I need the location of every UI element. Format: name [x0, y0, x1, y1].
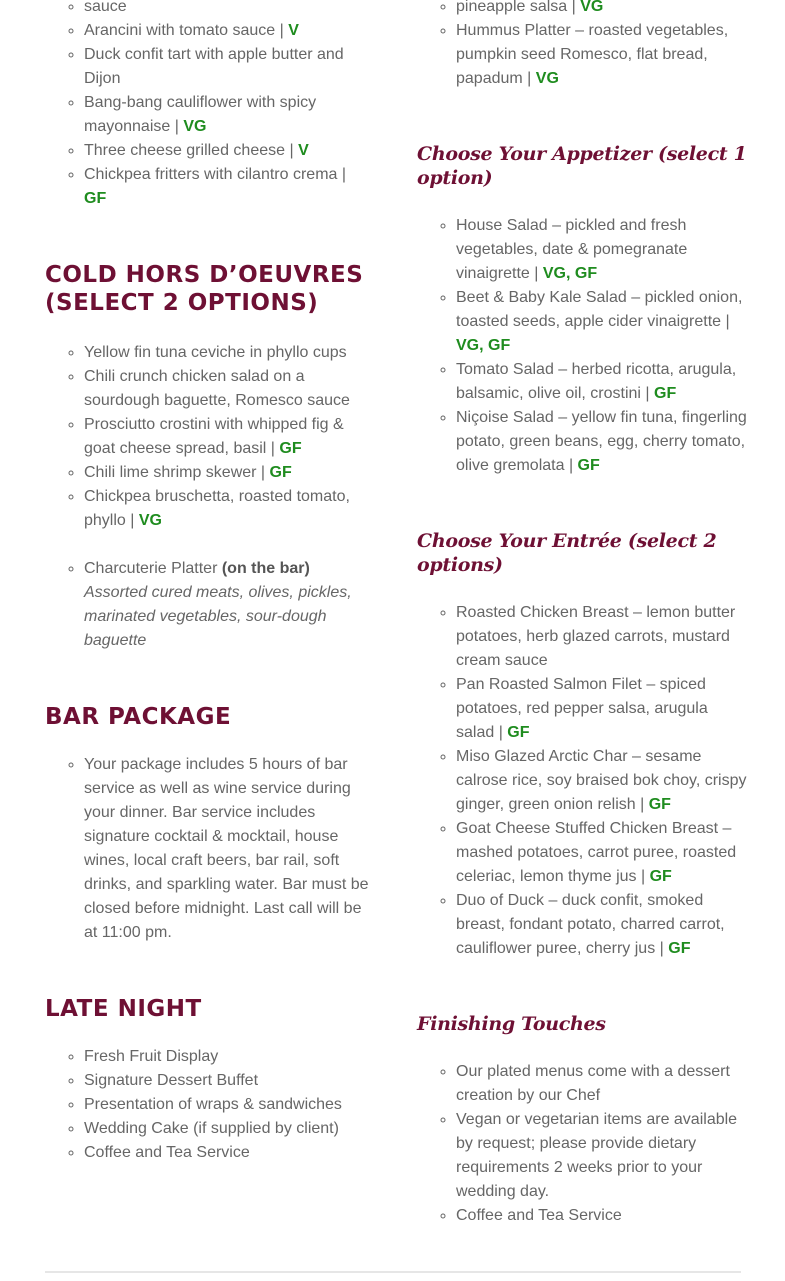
charcuterie-note: (on the bar)	[221, 560, 310, 577]
list-item: ◦ Our plated menus come with a dessert creation by our Chef	[456, 1060, 747, 1108]
cold-hors-doeuvres-heading: COLD HORS D’OEUVRES (SELECT 2 OPTIONS)	[45, 262, 364, 316]
cold-hors-doeuvres-list	[45, 341, 370, 653]
list-item: ◦ Bang-bang cauliflower with spicy mayonnaise | VG	[84, 91, 370, 139]
list-item: ◦ House Salad – pickled and fresh vegetables, date & pomegranate vinaigrette | VG, GF	[456, 214, 747, 286]
dietary-tag: VG, GF	[542, 265, 598, 282]
list-item: ◦ Coffee and Tea Service	[456, 1204, 747, 1228]
list-item: ◦ Duo of Duck – duck confit, smoked breast, fondant potato, charred carrot, cauliflower puree, cherry jus | GF	[456, 889, 747, 961]
list-item: ◦ Chickpea fritters with cilantro crema | GF	[84, 163, 370, 211]
list-item: ◦ Duck confit tart with apple butter and Dijon	[84, 43, 370, 91]
list-item: ◦ Signature Dessert Buffet	[84, 1069, 370, 1093]
entree-list	[417, 601, 747, 961]
list-item: ◦ Presentation of wraps & sandwiches	[84, 1093, 370, 1117]
list-item: ◦ Goat Cheese Stuffed Chicken Breast – mashed potatoes, carrot puree, roasted celeriac, lemon thyme jus | GF	[456, 817, 747, 889]
list-item: ◦ Yellow fin tuna ceviche in phyllo cups	[84, 341, 370, 365]
list-item: ◦ Wedding Cake (if supplied by client)	[84, 1117, 370, 1141]
right-column	[417, 0, 747, 1228]
list-item: ◦ Arancini with tomato sauce | V	[84, 19, 370, 43]
dietary-tag: GF	[279, 440, 302, 457]
entree-heading: Choose Your Entrée (select 2 options)	[417, 530, 717, 576]
list-item: ◦ Fresh Fruit Display	[84, 1045, 370, 1069]
dietary-tag: GF	[269, 464, 292, 481]
footer-divider	[45, 1271, 741, 1273]
list-item: ◦ Chili crunch chicken salad on a sourdough baguette, Romesco sauce	[84, 365, 370, 413]
late-night-list	[45, 1045, 370, 1165]
list-item: ◦ Pan Roasted Salmon Filet – spiced potatoes, red pepper salsa, arugula salad | GF	[456, 673, 747, 745]
left-column	[45, 0, 370, 1165]
list-item: ◦ Hummus Platter – roasted vegetables, pumpkin seed Romesco, flat bread, papadum | VG	[456, 19, 747, 91]
bar-package-list	[45, 753, 370, 945]
spacer	[84, 533, 370, 557]
list-item: ◦ Chickpea bruschetta, roasted tomato, phyllo | VG	[84, 485, 370, 557]
dietary-tag: VG, GF	[456, 337, 511, 354]
appetizer-heading: Choose Your Appetizer (select 1 option)	[417, 143, 747, 189]
dietary-tag: VG	[183, 118, 207, 135]
list-item: ◦ Chili lime shrimp skewer | GF	[84, 461, 370, 485]
charcuterie-description: Assorted cured meats, olives, pickles, marinated vegetables, sour-dough baguette	[84, 584, 352, 649]
list-item: ◦ Niçoise Salad – yellow fin tuna, fingerling potato, green beans, egg, cherry tomato, olive gremolata | GF	[456, 406, 747, 478]
appetizer-list	[417, 214, 747, 478]
list-item: ◦ Three cheese grilled cheese | V	[84, 139, 370, 163]
dietary-tag: VG	[580, 0, 604, 15]
dietary-tag: GF	[84, 190, 107, 207]
dietary-tag: GF	[668, 940, 691, 957]
dietary-tag: VG	[138, 512, 162, 529]
bar-package-heading: BAR PACKAGE	[45, 704, 232, 730]
list-item: ◦ Beet & Baby Kale Salad – pickled onion, toasted seeds, apple cider vinaigrette | VG, GF	[456, 286, 747, 358]
late-night-heading: LATE NIGHT	[45, 996, 202, 1022]
dietary-tag: GF	[654, 385, 677, 402]
list-item-charcuterie: ◦ Charcuterie Platter (on the bar) Assorted cured meats, olives, pickles, marinated vegetables, sour-dough baguette	[84, 557, 370, 653]
list-item: ◦ Roasted Chicken Breast – lemon butter potatoes, herb glazed carrots, mustard cream sauce	[456, 601, 747, 673]
list-item: ◦ Your package includes 5 hours of bar service as well as wine service during your dinner. Bar service includes signature cocktail & mocktail, house wines, local craft beers, bar rail, soft drinks, and sparkling water. Bar must be closed before midnight. Last call will be at 11:00 pm.	[84, 753, 370, 945]
list-item: ◦ Miso Glazed Arctic Char – sesame calrose rice, soy braised bok choy, crispy ginger, green onion relish | GF	[456, 745, 747, 817]
list-item: ◦ sauce	[84, 0, 370, 19]
dietary-tag: V	[298, 142, 309, 159]
dietary-tag: GF	[577, 457, 600, 474]
finishing-touches-list	[417, 1060, 747, 1228]
dietary-tag: GF	[649, 868, 672, 885]
dietary-tag: VG	[535, 70, 559, 87]
list-item: ◦ Tomato Salad – herbed ricotta, arugula, balsamic, olive oil, crostini | GF	[456, 358, 747, 406]
canapes-list	[45, 0, 370, 211]
dietary-tag: GF	[648, 796, 671, 813]
list-item: ◦ Coffee and Tea Service	[84, 1141, 370, 1165]
list-item: ◦ Vegan or vegetarian items are available by request; please provide dietary requirements 2 weeks prior to your wedding day.	[456, 1108, 747, 1204]
list-item: ◦ pineapple salsa | VG	[456, 0, 747, 19]
canapes-list-continued	[417, 0, 747, 91]
finishing-touches-heading: Finishing Touches	[417, 1013, 606, 1035]
dietary-tag: GF	[507, 724, 530, 741]
dietary-tag: V	[288, 22, 299, 39]
list-item: ◦ Prosciutto crostini with whipped fig & goat cheese spread, basil | GF	[84, 413, 370, 461]
